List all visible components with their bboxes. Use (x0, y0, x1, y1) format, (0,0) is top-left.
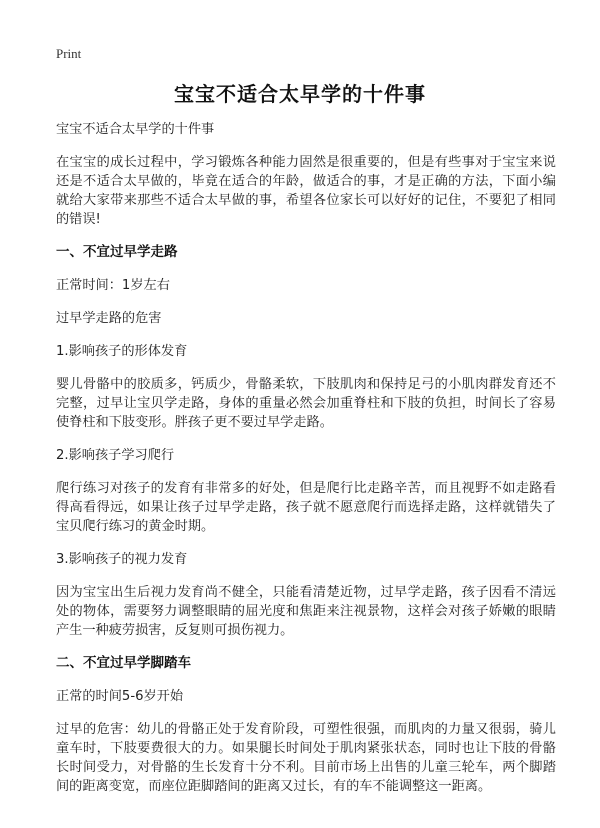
danger-text-2: 过早的危害：幼儿的骨骼正处于发育阶段，可塑性很强，而肌肉的力量又很弱，骑儿童车时，下肢要费很大的力。如果腿长时间处于肌肉紧张状态，同时也让下肢的骨骼长时间受力，对骨骼的生长发育十分不利。目前市场上出售的儿童三轮车，两个脚踏间的距离变宽，而座位距脚踏间的距离又过长，有的车不能调整这一距离。 (56, 722, 556, 794)
point3-title: 3.影响孩子的视力发育 (56, 552, 188, 567)
point2-text: 爬行练习对孩子的发育有非常多的好处，但是爬行比走路辛苦，而且视野不如走路看得高看得远，如果让孩子过早学走路，孩子就不愿意爬行而选择走路，这样就错失了宝贝爬行练习的黄金时期。 (56, 481, 556, 534)
normal-time-2: 正常的时间5-6岁开始 (56, 689, 184, 704)
point2-title: 2.影响孩子学习爬行 (56, 448, 175, 463)
point3-text: 因为宝宝出生后视力发育尚不健全，只能看清楚近物，过早学走路，孩子因看不清远处的物体，需要努力调整眼睛的屈光度和焦距来注视景物，这样会对孩子娇嫩的眼睛产生一种疲劳损害，反复则可损伤视力。 (56, 585, 556, 638)
danger-title-1: 过早学走路的危害 (56, 311, 162, 326)
subtitle: 宝宝不适合太早学的十件事 (56, 122, 215, 137)
document-body (56, 120, 556, 796)
section-heading-1: 一、不宜过早学走路 (56, 244, 178, 260)
print-label: Print (56, 46, 82, 61)
intro-paragraph: 在宝宝的成长过程中，学习锻炼各种能力固然是很重要的，但是有些事对于宝宝来说还是不适合太早做的，毕竟在适合的年龄，做适合的事，才是正确的方法，下面小编就给大家带来那些不适合太早做的事，希望各位家长可以好好的记住，不要犯了相同的错误! (56, 155, 556, 227)
point1-title: 1.影响孩子的形体发育 (56, 344, 188, 359)
normal-time-1: 正常时间：1岁左右 (56, 278, 170, 293)
point1-text: 婴儿骨骼中的胶质多，钙质少，骨骼柔软，下肢肌肉和保持足弓的小肌肉群发育还不完整，过早让宝贝学走路，身体的重量必然会加重脊柱和下肢的负担，时间长了容易使脊柱和下肢变形。胖孩子更不要过早学走路。 (56, 377, 556, 430)
section-heading-2: 二、不宜过早学脚踏车 (56, 655, 191, 671)
document-title: 宝宝不适合太早学的十件事 (174, 82, 426, 106)
